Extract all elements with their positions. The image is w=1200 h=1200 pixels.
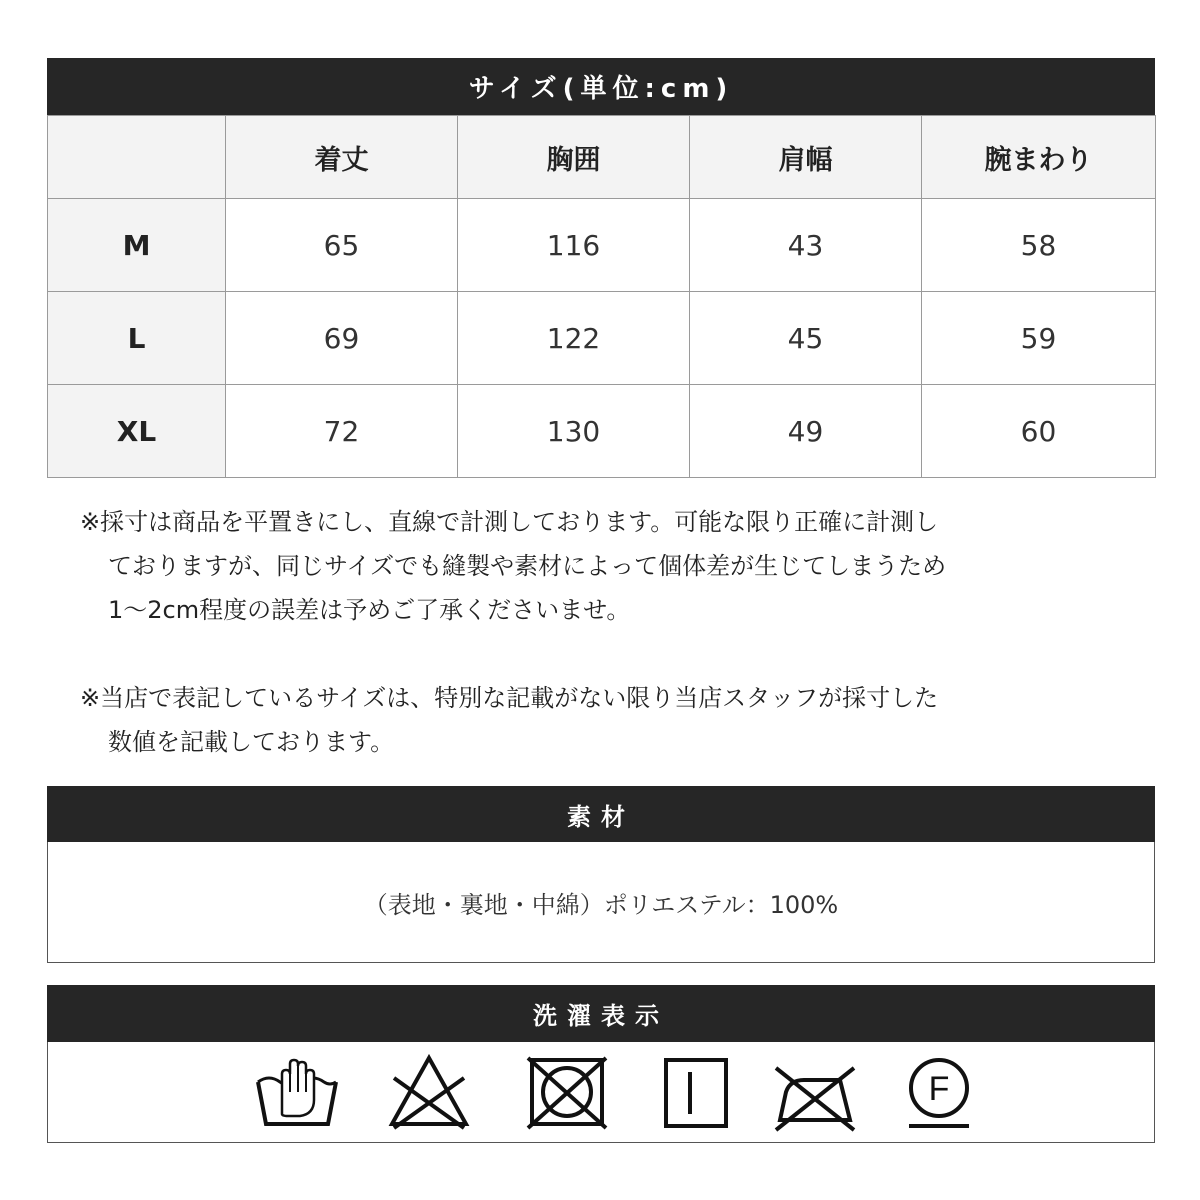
- table-cell: 49: [690, 385, 922, 478]
- note-measurement-method: [80, 500, 1140, 632]
- size-section-header: [47, 58, 1155, 115]
- table-row: [48, 385, 1156, 478]
- size-label: XL: [48, 385, 226, 478]
- column-header-length: 着丈: [226, 116, 458, 199]
- line-dry-icon: [654, 1052, 744, 1132]
- material-text: （表地・裏地・中綿）ポリエステル：100%: [363, 890, 839, 919]
- size-section-title: サイズ(単位:cm): [468, 74, 734, 104]
- column-header-arm: 腕まわり: [922, 116, 1156, 199]
- table-row: [48, 292, 1156, 385]
- material-section-title: 素材: [567, 802, 635, 831]
- material-section-header: [47, 786, 1155, 842]
- size-table-corner-cell: [48, 116, 226, 199]
- table-cell: 43: [690, 199, 922, 292]
- material-box: [47, 842, 1155, 963]
- table-row: [48, 199, 1156, 292]
- column-header-chest: 胸囲: [458, 116, 690, 199]
- note-line: 数値を記載しております。: [108, 728, 395, 756]
- care-section-header: [47, 985, 1155, 1042]
- dry-clean-letter: F: [928, 1070, 950, 1108]
- hand-wash-icon: [252, 1052, 342, 1132]
- table-cell: 45: [690, 292, 922, 385]
- size-table-header-row: [48, 116, 1156, 199]
- table-cell: 65: [226, 199, 458, 292]
- note-size-source: [80, 676, 1140, 764]
- table-cell: 58: [922, 199, 1156, 292]
- measurement-notes: [80, 500, 1140, 808]
- dry-clean-f-icon: [894, 1052, 984, 1132]
- note-line: 1〜2cm程度の誤差は予めご了承くださいませ。: [108, 596, 631, 624]
- care-icons-box: [47, 1042, 1155, 1143]
- note-line: ※当店で表記しているサイズは、特別な記載がない限り当店スタッフが採寸した: [80, 684, 939, 712]
- table-cell: 60: [922, 385, 1156, 478]
- size-label: M: [48, 199, 226, 292]
- table-cell: 59: [922, 292, 1156, 385]
- no-iron-icon: [770, 1052, 860, 1132]
- size-label: L: [48, 292, 226, 385]
- table-cell: 122: [458, 292, 690, 385]
- note-line: ておりますが、同じサイズでも縫製や素材によって個体差が生じてしまうため: [108, 552, 947, 580]
- care-section-title: 洗濯表示: [533, 1002, 669, 1030]
- column-header-shoulder: 肩幅: [690, 116, 922, 199]
- no-tumble-dry-icon: [522, 1052, 612, 1132]
- table-cell: 72: [226, 385, 458, 478]
- table-cell: 130: [458, 385, 690, 478]
- table-cell: 116: [458, 199, 690, 292]
- size-table: [47, 115, 1156, 478]
- no-bleach-icon: [384, 1052, 474, 1132]
- table-cell: 69: [226, 292, 458, 385]
- note-line: ※採寸は商品を平置きにし、直線で計測しております。可能な限り正確に計測し: [80, 508, 939, 536]
